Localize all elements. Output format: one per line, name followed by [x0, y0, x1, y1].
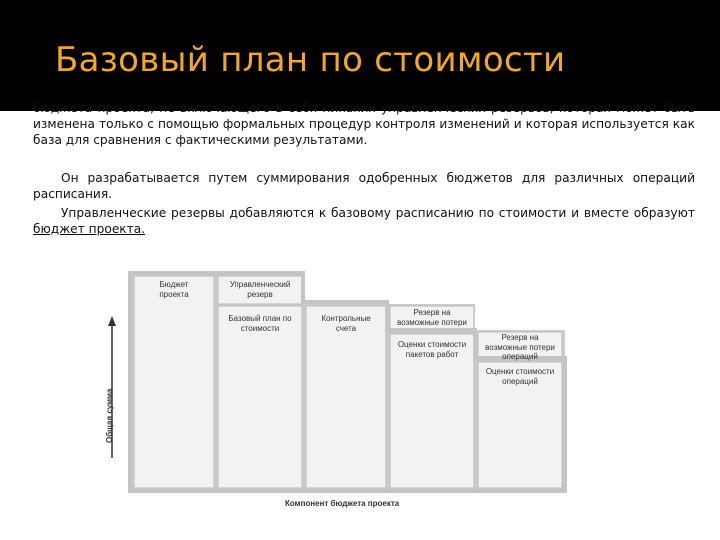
- blank-area-col4: [387, 272, 567, 304]
- label-work-package-reserve: Резерв на возможные потери: [397, 308, 467, 327]
- column-cost-baseline: [218, 306, 302, 488]
- column-project-budget: [134, 276, 214, 488]
- blank-area-col3: [303, 272, 393, 304]
- column-control-accounts: [306, 306, 386, 488]
- paragraph-reserves-text: Управленческие резервы добавляются к базовому расписанию по стоимости и вместе образуют: [61, 206, 695, 220]
- label-project-budget: Бюджет проекта: [159, 280, 189, 299]
- label-activity-reserve: Резерв на возможные потери операций: [485, 333, 555, 361]
- x-axis-label: Компонент бюджета проекта: [285, 499, 400, 508]
- label-cost-baseline: Базовый план по стоимости: [228, 314, 292, 333]
- diagram-graphics: [100, 268, 570, 518]
- label-control-accounts: Контрольные счета: [321, 314, 371, 333]
- slide-title: Базовый план по стоимости: [55, 40, 566, 80]
- paragraph-development: [33, 170, 695, 202]
- paragraph-definition-text: бюджета проекта, не включающего в себя никаких управленческих резервов, которая может быть изменена только с помощью формальных процедур контроля изменений и которая используется как база для сравнения с фактическими результатами.: [33, 101, 695, 147]
- blank-area-col5: [475, 304, 567, 330]
- paragraph-definition: [33, 100, 695, 160]
- label-management-reserve: Управленческий резерв: [229, 280, 291, 299]
- title-bar: [0, 0, 720, 111]
- project-budget-link-text: бюджет проекта.: [33, 222, 146, 236]
- y-axis-arrowhead: [108, 316, 116, 326]
- y-axis-label: Общая сумма: [105, 388, 114, 443]
- label-activity-estimates: Оценки стоимости операций: [485, 367, 555, 386]
- paragraph-reserves: [33, 205, 695, 237]
- label-work-package-estimates: Оценки стоимости пакетов работ: [397, 340, 467, 359]
- budget-components-diagram: [100, 268, 570, 518]
- paragraph-development-text: Он разрабатывается путем суммирования одобренных бюджетов для различных операций расписания.: [33, 171, 695, 201]
